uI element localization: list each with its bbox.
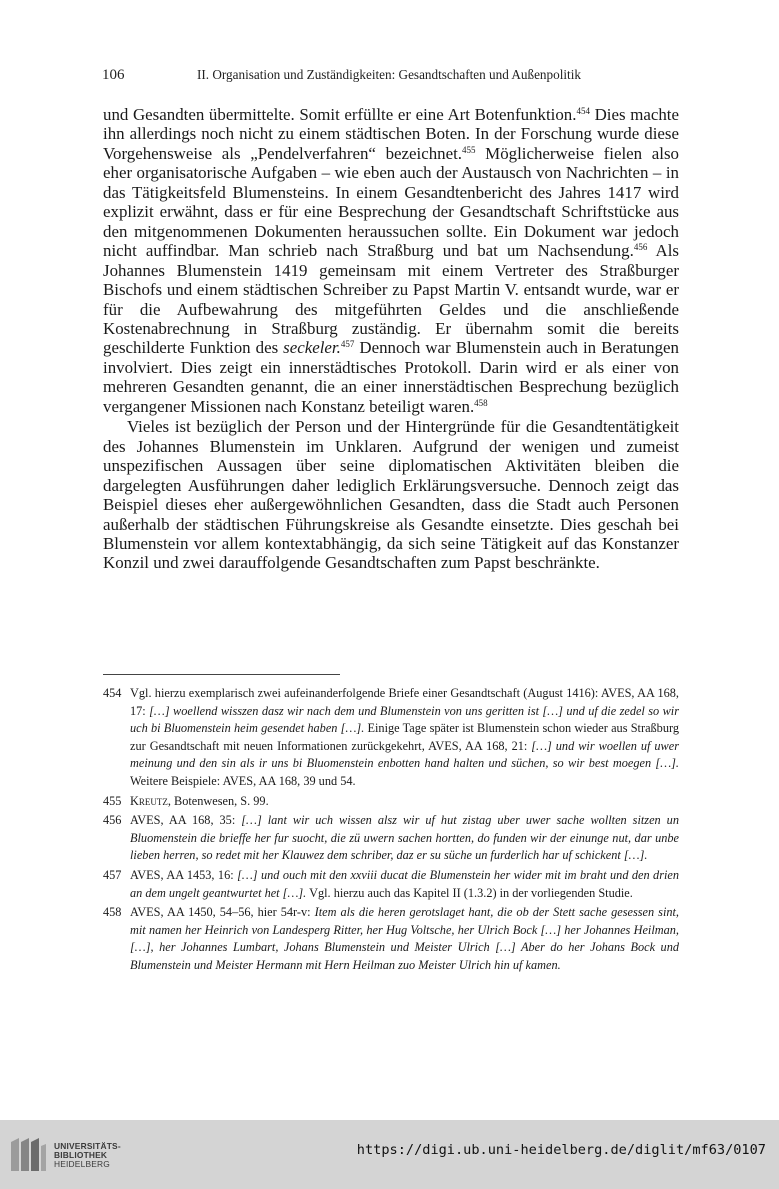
text-run: , Botenwesen, S. 99. xyxy=(167,793,269,808)
running-title: II. Organisation und Zuständigkeiten: Gesandtschaften und Außenpolitik xyxy=(197,67,581,82)
text-run: AVES, AA 1450, 54–56, hier 54r-v: xyxy=(130,905,315,920)
library-logo[interactable] xyxy=(8,1136,128,1176)
footnote-455 xyxy=(103,793,679,811)
text-run: AVES, AA 1453, 16: xyxy=(130,867,238,882)
footnote-454 xyxy=(103,685,679,791)
text-run: Vgl. hierzu auch das Kapitel II (1.3.2) in der vorliegenden Studie. xyxy=(306,885,633,900)
author-name: Kreutz xyxy=(130,793,168,808)
footnote-ref-455[interactable]: 455 xyxy=(462,144,476,155)
text-run: Möglicherweise fielen also eher organisatorische Aufgaben – wie eben auch der Austausch von Nachrichten – in das Tätigkeitsfeld Blumensteins. In einem Gesandtenbericht des Jahres 1417 wird explizit erwähnt, dass er für eine Besprechung der Gesandtschaft Schriftstücke aus den mitgenommenen Dokumenten heraussuchen sollte. Ein Dokument war jedoch nicht auffindbar. Man schrieb nach Straßburg und bat um Nachsendung. xyxy=(103,143,679,261)
footnote-ref-454[interactable]: 454 xyxy=(576,106,590,116)
text-run-italic: […] und wir woellen uf uwer meinung und den sin als ir uns bi Bluomenstein enbotten hand halten und süchen, so wir best moegen […]. xyxy=(130,738,679,771)
footnote-456 xyxy=(103,812,679,865)
text-run: und Gesandten übermittelte. Somit erfüllte er eine Art Botenfunktion. xyxy=(103,105,577,124)
library-logo-icon xyxy=(8,1136,48,1174)
footnote-ref-456[interactable]: 456 xyxy=(633,242,648,253)
text-run-italic: […] woellend wisszen dasz wir nach dem und Blumenstein von uns geritten ist […] und uf die zedel so wir uch bi Bluomenstein heim gesendet haben […]. xyxy=(130,703,679,736)
text-run: Vgl. hierzu exemplarisch zwei aufeinanderfolgende Briefe einer Gesandtschaft (August 1416): AVES, AA 168, 17: xyxy=(130,686,679,718)
footnote-458 xyxy=(103,904,679,974)
main-text xyxy=(103,105,679,573)
logo-wordmark xyxy=(54,1142,121,1170)
footnote-ref-458[interactable]: 458 xyxy=(474,397,488,408)
footnote-ref-457[interactable]: 457 xyxy=(340,339,355,350)
footnote-number: 458 xyxy=(103,905,122,920)
text-run-italic: seckeler. xyxy=(283,338,341,358)
footnote-457 xyxy=(103,867,679,902)
logo-line: BIBLIOTHEK xyxy=(54,1150,108,1161)
logo-line: HEIDELBERG xyxy=(54,1159,110,1170)
logo-line: UNIVERSITÄTS- xyxy=(54,1141,121,1151)
footnote-number: 454 xyxy=(103,686,122,700)
footnote-number: 456 xyxy=(103,813,122,828)
footnote-number: 455 xyxy=(103,793,122,808)
footer-bar xyxy=(0,1120,779,1189)
text-run: Einige Tage später ist Blumenstein schon wieder aus Straßburg zur Gesandtschaft mit neuen Informationen zurückgekehrt, AVES, AA 168, 21: xyxy=(130,721,679,753)
text-run-italic: […] lant wir uch wissen alsz wir uf hut zistag uber uwer sache wollten sitzen un Bluomenstein die brieffe her fur suocht, die zü uwern sachen hortten, do funden wir der einunge nut, dar unbe lieben herren, so redet mit her Klauwez dem schriber, daz er su süche un furderlich har uf schickent […]. xyxy=(130,813,679,863)
footnotes xyxy=(103,685,679,977)
text-run: AVES, AA 168, 35: xyxy=(130,813,242,828)
paragraph-1 xyxy=(103,105,679,416)
text-run-italic: […] und ouch mit den xxviii ducat die Blumenstein her wider mit im braht und den drien an dem ungelt geantwurtet het […]. xyxy=(130,867,680,900)
footnote-number: 457 xyxy=(103,867,122,882)
text-run-italic: Item als die heren gerotslaget hant, die ob der Stett sache gesessen sint, mit namen her Heinrich von Landesperg Ritter, her Hug Voltsche, her Ulrich Bock […] her Johannes Heilman, […], her Johannes Lumbart, Johans Blumenstein und Meister Ulrich […] Aber do her Johans Bock und Blumenstein und Meister Hermann mit Hern Heilman zuo Meister Ulrich hin uf kamen. xyxy=(130,905,679,972)
footnote-separator xyxy=(103,674,340,675)
page-number: 106 xyxy=(102,67,125,83)
paragraph-2: Vieles ist bezüglich der Person und der Hintergründe für die Gesandtentätigkeit des Johannes Blumenstein im Unklaren. Aufgrund der wenigen und zumeist unspezifischen Aussagen über seine diplomatischen Aktivitäten bleiben die dargelegten Ausführungen daher lediglich Erklärungsversuche. Dennoch zeigt das Beispiel dieses eher außergewöhnlichen Gesandten, dass die Stadt auch Personen außerhalb der städtischen Führungskreise als Gesandte einsetzte. Dies geschah bei Blumenstein vor allem kontextabhängig, da sich seine Tätigkeit auf das Konstanzer Konzil und zwei darauffolgende Gesandtschaften zum Papst beschränkte. xyxy=(103,417,679,573)
running-head xyxy=(102,67,679,84)
text-run: Als Johannes Blumenstein 1419 gemeinsam mit einem Vertreter des Straßburger Bischofs und einem städtischen Schreiber zu Papst Martin V. entsandt wurde, war er für die Aufbewahrung des mitgeführten Geldes und die anschließende Kostenabrechnung in Straßburg zuständig. Er übernahm somit die bereits geschilderte Funktion des xyxy=(103,241,679,358)
text-run: Weitere Beispiele: AVES, AA 168, 39 und 54. xyxy=(130,773,356,788)
text-run: Dennoch war Blumenstein auch in Beratungen involviert. Dies zeigt ein innerstädtisches Protokoll. Darin wird er als einer von mehreren Gesandten genannt, die an einer innerstädtischen Besprechung bezüglich vergangener Missionen nach Konstanz beteiligt waren. xyxy=(103,338,679,416)
text-run: Dies machte ihn allerdings noch nicht zu einem städtischen Boten. In der Forschung wurde diese Vorgehensweise als „Pendelverfahren“ bezeichnet. xyxy=(103,105,679,163)
document-url[interactable]: https://digi.ub.uni-heidelberg.de/diglit/mf63/0107 xyxy=(356,1142,766,1158)
